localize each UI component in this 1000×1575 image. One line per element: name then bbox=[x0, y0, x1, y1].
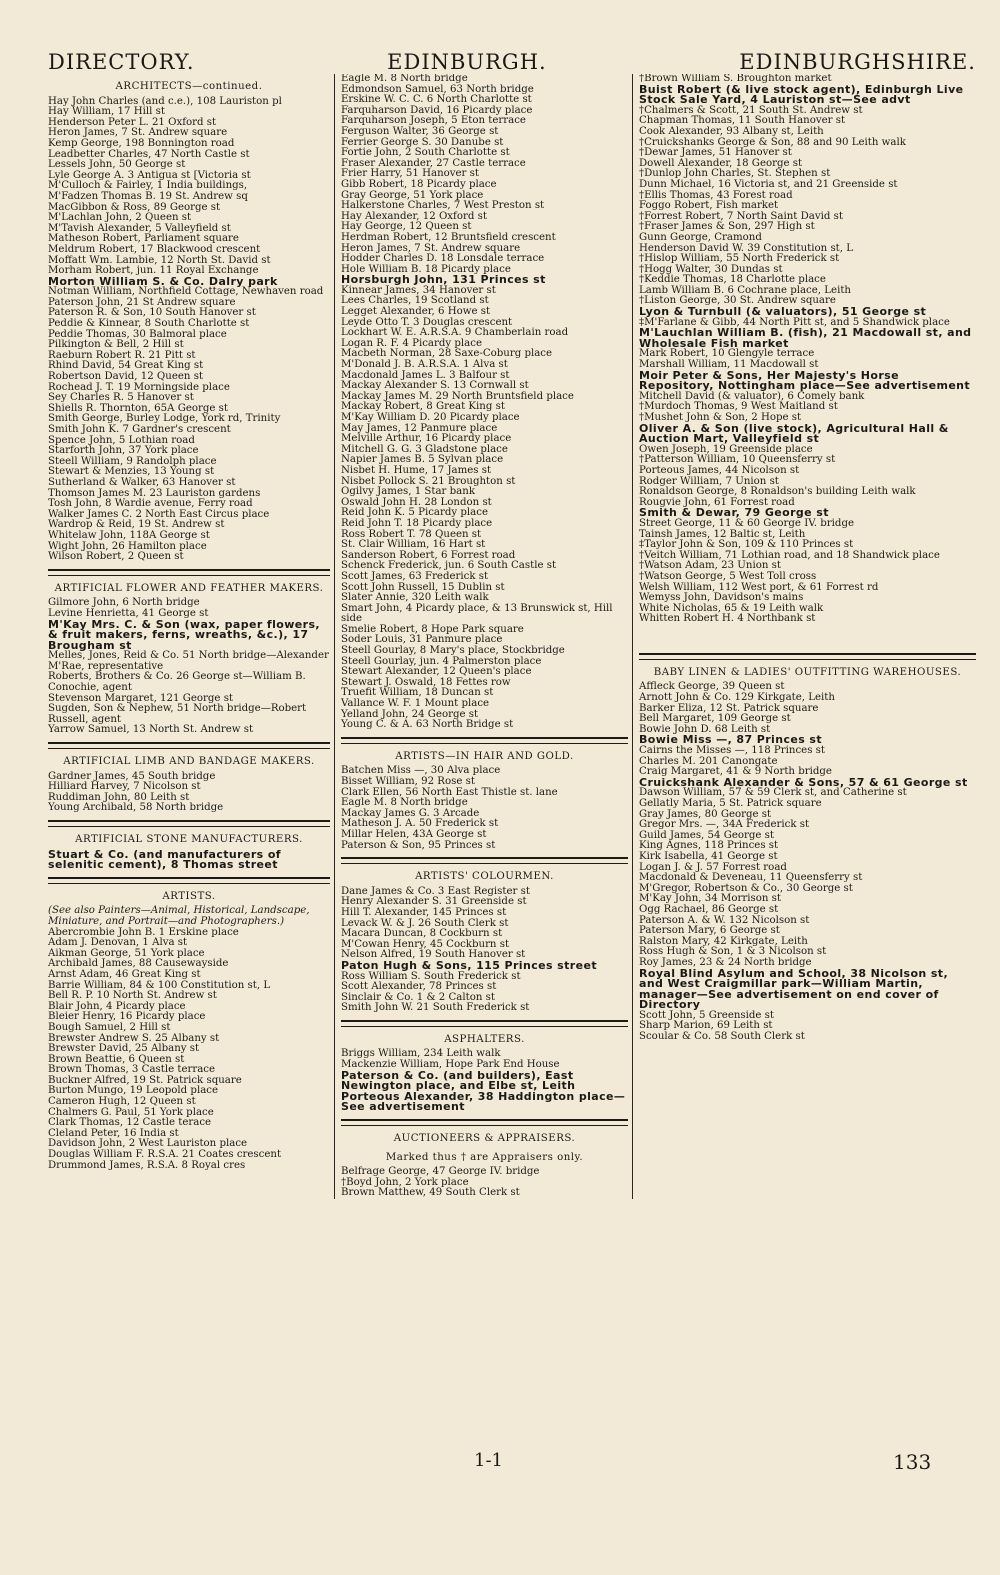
directory-entry: †Ellis Thomas, 43 Forest road bbox=[639, 189, 793, 201]
section-note: (See also Painters—Animal, Historical, Landscape, Miniature, and Portrait—and Photographers.) bbox=[48, 905, 310, 927]
directory-entry: Matheson Robert, Parliament square bbox=[48, 233, 239, 245]
directory-entry: Ruddiman John, 80 Leith st bbox=[48, 791, 190, 803]
section-heading: AUCTIONEERS & APPRAISERS. bbox=[393, 1133, 576, 1145]
directory-entry: Affleck George, 39 Queen st bbox=[639, 681, 785, 693]
directory-entry: Morham Robert, jun. 11 Royal Exchange bbox=[48, 265, 259, 277]
featured-entry: Smith & Dewar, 79 George st bbox=[639, 506, 829, 520]
directory-entry: Leadbetter Charles, 47 North Castle st bbox=[48, 148, 250, 160]
directory-entry: Barker Eliza, 12 St. Patrick square bbox=[639, 702, 819, 714]
directory-entry: Nisbet H. Hume, 17 James st bbox=[341, 464, 492, 476]
section-rule bbox=[48, 569, 330, 576]
directory-entry: Starforth John, 37 York place bbox=[48, 445, 199, 457]
directory-entry: Aikman George, 51 York place bbox=[48, 947, 205, 959]
directory-entry: Cairns the Misses —, 118 Princes st bbox=[639, 745, 826, 757]
directory-entry: Abercrombie John B. 1 Erskine place bbox=[48, 926, 239, 938]
featured-entry: M'Lauchlan William B. (fish), 21 Macdowall st, and Wholesale Fish market bbox=[639, 326, 972, 350]
directory-entry: Levine Henrietta, 41 George st bbox=[48, 607, 209, 619]
directory-entry: Hilliard Harvey, 7 Nicolson st bbox=[48, 781, 201, 793]
directory-entry: Mackenzie William, Hope Park End House bbox=[341, 1059, 560, 1071]
directory-entry: Steell William, 9 Randolph place bbox=[48, 455, 217, 467]
signature-mark: 1-1 bbox=[474, 1450, 503, 1471]
directory-entry: Kinnear James, 34 Hanover st bbox=[341, 284, 496, 296]
directory-entry: White Nicholas, 65 & 19 Leith walk bbox=[639, 602, 824, 614]
directory-entry: Paterson & Son, 95 Princes st bbox=[341, 839, 496, 851]
directory-entry: Porteous James, 44 Nicolson st bbox=[639, 464, 800, 476]
directory-entry: Gunn George, Cramond bbox=[639, 231, 762, 243]
directory-entry: Fortie John, 2 South Charlotte st bbox=[341, 147, 510, 159]
directory-entry: Bleier Henry, 16 Picardy place bbox=[48, 1011, 206, 1023]
directory-entry: †Dewar James, 51 Hanover st bbox=[639, 147, 792, 159]
directory-entry: Walker James C. 2 North East Circus place bbox=[48, 508, 270, 520]
directory-entry: Gray George, 51 York place bbox=[341, 189, 484, 201]
directory-entry: †Keddie Thomas, 18 Charlotte place bbox=[639, 274, 826, 286]
directory-entry: M'Donald J. B. A.R.S.A. 1 Alva st bbox=[341, 359, 508, 371]
directory-entry: Reid John T. 18 Picardy place bbox=[341, 517, 493, 529]
directory-entry: Yelland John, 24 George st bbox=[341, 708, 479, 720]
directory-entry: Tainsh James, 12 Baltic st, Leith bbox=[639, 528, 806, 540]
directory-entry: Scott James, 63 Frederick st bbox=[341, 570, 489, 582]
directory-entry: Oswald John H. 28 London st bbox=[341, 496, 492, 508]
columns bbox=[48, 74, 976, 1199]
header-edinburghshire: EDINBURGHSHIRE. bbox=[739, 50, 976, 74]
directory-entry: Roy James, 23 & 24 North bridge bbox=[639, 956, 812, 968]
directory-entry: Wilson Robert, 2 Queen st bbox=[48, 551, 184, 563]
directory-entry: Belfrage George, 47 George IV. bridge bbox=[341, 1166, 540, 1178]
section-rule bbox=[341, 857, 628, 864]
directory-entry: Rougvie John, 61 Forrest road bbox=[639, 496, 795, 508]
directory-entry: Meldrum Robert, 17 Blackwood crescent bbox=[48, 243, 261, 255]
directory-entry: Yarrow Samuel, 13 North St. Andrew st bbox=[48, 724, 254, 736]
directory-entry: Paterson R. & Son, 10 South Hanover st bbox=[48, 307, 256, 319]
directory-entry: Henry Alexander S. 31 Greenside st bbox=[341, 896, 527, 908]
directory-entry: Wardrop & Reid, 19 St. Andrew st bbox=[48, 519, 225, 531]
section-heading: BABY LINEN & LADIES' OUTFITTING WAREHOUSES. bbox=[653, 666, 962, 678]
directory-entry: Brown Beattie, 6 Queen st bbox=[48, 1053, 185, 1065]
featured-entry: Bowie Miss —, 87 Princes st bbox=[639, 733, 823, 747]
directory-entry: Henderson David W. 39 Constitution st, L bbox=[639, 242, 854, 254]
directory-entry: Reid John K. 5 Picardy place bbox=[341, 507, 488, 519]
section-rule bbox=[48, 877, 330, 884]
section-rule bbox=[341, 1020, 628, 1027]
directory-entry: Roberts, Brothers & Co. 26 George st—William B. Conochie, agent bbox=[48, 671, 306, 694]
directory-entry: Archibald James, 88 Causewayside bbox=[48, 958, 229, 970]
directory-entry: Hodder Charles D. 18 Lonsdale terrace bbox=[341, 253, 545, 265]
directory-entry: Eagle M. 8 North bridge bbox=[341, 74, 468, 84]
directory-entry: †Hislop William, 55 North Frederick st bbox=[639, 253, 840, 265]
directory-entry: Street George, 11 & 60 George IV. bridge bbox=[639, 517, 854, 529]
directory-entry: Mackay James M. 29 North Bruntsfield place bbox=[341, 390, 574, 402]
section-rule bbox=[48, 742, 330, 749]
directory-entry: †Dunlop John Charles, St. Stephen st bbox=[639, 168, 831, 180]
directory-entry: Ross Hugh & Son, 1 & 3 Nicolson st bbox=[639, 946, 827, 958]
directory-entry: Cleland Peter, 16 India st bbox=[48, 1127, 179, 1139]
directory-entry: Melles, Jones, Reid & Co. 51 North bridge—Alexander M'Rae, representative bbox=[48, 650, 329, 672]
directory-entry: Buckner Alfred, 19 St. Patrick square bbox=[48, 1074, 242, 1086]
directory-entry: MacGibbon & Ross, 89 George st bbox=[48, 201, 221, 213]
directory-entry: Peddie Thomas, 30 Balmoral place bbox=[48, 328, 227, 340]
directory-entry: Barrie William, 84 & 100 Constitution st, L bbox=[48, 979, 271, 991]
directory-entry: Paterson Mary, 6 George st bbox=[639, 925, 780, 937]
directory-entry: Ferguson Walter, 36 George st bbox=[341, 125, 499, 137]
directory-entry: †Watson George, 5 West Toll cross bbox=[639, 570, 817, 582]
section-rule bbox=[341, 1119, 628, 1126]
directory-entry: Farquharson Joseph, 5 Eton terrace bbox=[341, 115, 526, 127]
directory-entry: Wight John, 26 Hamilton place bbox=[48, 540, 207, 552]
directory-entry: Dunn Michael, 16 Victoria st, and 21 Greenside st bbox=[639, 178, 898, 190]
directory-entry: Stewart J. Oswald, 18 Fettes row bbox=[341, 676, 511, 688]
directory-entry: M'Cowan Henry, 45 Cockburn st bbox=[341, 938, 510, 950]
directory-entry: Kemp George, 198 Bonnington road bbox=[48, 137, 235, 149]
column-2 bbox=[335, 74, 633, 1199]
directory-entry: Millar Helen, 43A George st bbox=[341, 828, 487, 840]
directory-entry: Stevenson Margaret, 121 George st bbox=[48, 692, 234, 704]
directory-entry: M'Fadzen Thomas B. 19 St. Andrew sq bbox=[48, 190, 248, 202]
directory-entry: †Mushet John & Son, 2 Hope st bbox=[639, 412, 802, 423]
spacer bbox=[639, 625, 976, 647]
directory-entry: Hole William B. 18 Picardy place bbox=[341, 263, 511, 275]
section-rule bbox=[639, 653, 976, 660]
directory-entry: May James, 12 Panmure place bbox=[341, 422, 498, 434]
directory-entry: Lyle George A. 3 Antigua st [Victoria st bbox=[48, 169, 251, 181]
featured-entry: Buist Robert (& live stock agent), Edinburgh Live Stock Sale Yard, 4 Lauriston st—See advt bbox=[639, 82, 964, 107]
directory-entry: M'Tavish Alexander, 5 Valleyfield st bbox=[48, 222, 231, 234]
directory-entry: Briggs William, 234 Leith walk bbox=[341, 1048, 501, 1060]
directory-entry: Stewart Alexander, 12 Queen's place bbox=[341, 666, 532, 678]
directory-entry: Rodger William, 7 Union st bbox=[639, 475, 779, 487]
directory-entry: Mackay Robert, 8 Great King st bbox=[341, 401, 505, 413]
directory-entry: Macara Duncan, 8 Cockburn st bbox=[341, 928, 503, 940]
directory-entry: Scott John, 5 Greenside st bbox=[639, 1009, 775, 1021]
featured-entry: Oliver A. & Son (live stock), Agricultural Hall & Auction Mart, Valleyfield st bbox=[639, 421, 949, 446]
featured-entry: Porteous Alexander, 38 Haddington place—See advertisement bbox=[341, 1089, 626, 1114]
directory-entry: Gellatly Maria, 5 St. Patrick square bbox=[639, 798, 822, 809]
directory-entry: Lees Charles, 19 Scotland st bbox=[341, 295, 489, 307]
directory-entry: Bowie John D. 68 Leith st bbox=[639, 723, 771, 735]
section-heading: ASPHALTERS. bbox=[444, 1033, 525, 1045]
directory-entry: Arnott John & Co. 129 Kirkgate, Leith bbox=[639, 692, 835, 704]
directory-entry: Paterson John, 21 St Andrew square bbox=[48, 296, 236, 308]
directory-entry: Owen Joseph, 19 Greenside place bbox=[639, 443, 813, 455]
directory-entry: †Fraser James & Son, 297 High st bbox=[639, 221, 815, 233]
directory-entry: Young C. & A. 63 North Bridge st bbox=[341, 719, 514, 731]
directory-entry: Stewart & Menzies, 13 Young st bbox=[48, 466, 215, 478]
directory-entry: Slater Annie, 320 Leith walk bbox=[341, 592, 489, 604]
directory-entry: Thomson James M. 23 Lauriston gardens bbox=[48, 487, 261, 499]
directory-entry: M'Culloch & Fairley, 1 India buildings, bbox=[48, 180, 248, 192]
directory-entry: Cameron Hugh, 12 Queen st bbox=[48, 1096, 196, 1108]
directory-entry: Gray James, 80 George st bbox=[639, 808, 772, 820]
directory-entry: Paterson A. & W. 132 Nicolson st bbox=[639, 914, 810, 926]
directory-entry: Gardner James, 45 South bridge bbox=[48, 770, 216, 782]
directory-entry: †Cruickshanks George & Son, 88 and 90 Leith walk bbox=[639, 136, 906, 148]
directory-entry: Smith George, Burley Lodge, York rd, Trinity bbox=[48, 413, 281, 425]
directory-entry: Brown Matthew, 49 South Clerk st bbox=[341, 1187, 520, 1199]
header-directory: DIRECTORY. bbox=[48, 50, 195, 74]
directory-entry: Notman William, Northfield Cottage, Newhaven road bbox=[48, 286, 324, 298]
directory-entry: Adam J. Denovan, 1 Alva st bbox=[48, 937, 188, 949]
directory-entry: Tosh John, 8 Wardie avenue, Ferry road bbox=[48, 498, 253, 510]
directory-entry: †Forrest Robert, 7 North Saint David st bbox=[639, 210, 843, 222]
page-footer bbox=[0, 1450, 1000, 1480]
directory-entry: Fraser Alexander, 27 Castle terrace bbox=[341, 157, 526, 169]
section-rule bbox=[341, 737, 628, 744]
directory-entry: Blair John, 4 Picardy place bbox=[48, 1000, 186, 1012]
directory-entry: M'Gregor, Robertson & Co., 30 George st bbox=[639, 882, 853, 894]
directory-entry: Mark Robert, 10 Glengyle terrace bbox=[639, 348, 815, 360]
directory-entry: St. Clair William, 16 Hart st bbox=[341, 539, 486, 551]
directory-entry: Spence John, 5 Lothian road bbox=[48, 434, 195, 446]
directory-entry: Herdman Robert, 12 Bruntsfield crescent bbox=[341, 231, 556, 243]
directory-entry: Heron James, 7 St. Andrew square bbox=[341, 242, 521, 254]
directory-entry: Rhind David, 54 Great King st bbox=[48, 360, 204, 372]
section-heading: ARTISTS—IN HAIR AND GOLD. bbox=[395, 750, 574, 762]
directory-entry: Nelson Alfred, 19 South Hanover st bbox=[341, 949, 526, 961]
section-heading: ARTISTS. bbox=[162, 890, 216, 902]
section-heading: Marked thus † are Appraisers only. bbox=[385, 1151, 584, 1163]
directory-entry: Ross Robert T. 78 Queen st bbox=[341, 528, 482, 540]
directory-entry: Napier James B. 5 Sylvan place bbox=[341, 454, 504, 466]
directory-entry: Clark Thomas, 12 Castle terace bbox=[48, 1117, 212, 1129]
directory-entry: Henderson Peter L. 21 Oxford st bbox=[48, 116, 217, 128]
directory-entry: Sugden, Son & Nephew, 51 North bridge—Robert Russell, agent bbox=[48, 703, 307, 725]
directory-entry: Farquharson David, 16 Picardy place bbox=[341, 104, 533, 116]
directory-entry: Schenck Frederick, jun. 6 South Castle st bbox=[341, 560, 557, 572]
section-heading: ARTIFICIAL FLOWER AND FEATHER MAKERS. bbox=[54, 582, 324, 594]
directory-entry: Robertson David, 12 Queen st bbox=[48, 371, 204, 383]
header-edinburgh: EDINBURGH. bbox=[387, 50, 547, 74]
directory-entry: Soder Louis, 31 Panmure place bbox=[341, 634, 503, 646]
directory-entry: Shiells R. Thornton, 65A George st bbox=[48, 402, 228, 414]
directory-entry: Ogilvy James, 1 Star bank bbox=[341, 486, 475, 498]
directory-entry: Eagle M. 8 North bridge bbox=[341, 797, 468, 809]
directory-entry: Dane James & Co. 3 East Register st bbox=[341, 885, 530, 897]
directory-entry: Foggo Robert, Fish market bbox=[639, 200, 779, 212]
directory-entry: †Patterson William, 10 Queensferry st bbox=[639, 454, 836, 466]
directory-entry: Marshall William, 11 Macdowall st bbox=[639, 359, 819, 371]
directory-entry: Dawson William, 57 & 59 Clerk st, and Catherine st bbox=[639, 787, 907, 799]
directory-entry: Charles M. 201 Canongate bbox=[639, 755, 778, 767]
directory-entry: Ross William S. South Frederick st bbox=[341, 970, 521, 982]
directory-entry: Matheson J. A. 50 Frederick st bbox=[341, 818, 499, 830]
directory-entry: Sinclair & Co. 1 & 2 Calton st bbox=[341, 991, 495, 1003]
directory-entry: Levack W. & J. 26 South Clerk st bbox=[341, 917, 509, 929]
directory-entry: Mitchell David (& valuator), 6 Comely bank bbox=[639, 390, 865, 402]
directory-entry: Hay George, 12 Queen st bbox=[341, 221, 472, 233]
directory-entry: Hay Alexander, 12 Oxford st bbox=[341, 210, 487, 222]
directory-entry: Vallance W. F. 1 Mount place bbox=[341, 698, 490, 710]
directory-entry: Brown Thomas, 3 Castle terrace bbox=[48, 1064, 216, 1076]
directory-entry: Gilmore John, 6 North bridge bbox=[48, 597, 200, 609]
directory-entry: Hay William, 17 Hill st bbox=[48, 106, 165, 118]
directory-entry: Leyde Otto T. 3 Douglas crescent bbox=[341, 316, 513, 328]
directory-entry: †Chalmers & Scott, 21 South St. Andrew st bbox=[639, 104, 863, 116]
directory-entry: Rochead J. T. 19 Morningside place bbox=[48, 381, 230, 393]
directory-entry: Guild James, 54 George st bbox=[639, 829, 775, 841]
directory-entry: Macbeth Norman, 28 Saxe-Coburg place bbox=[341, 348, 553, 360]
section-rule bbox=[48, 820, 330, 827]
directory-entry: Ralston Mary, 42 Kirkgate, Leith bbox=[639, 935, 808, 947]
directory-entry: Sanderson Robert, 6 Forrest road bbox=[341, 549, 516, 561]
directory-entry: †Watson Adam, 23 Union st bbox=[639, 560, 781, 572]
directory-entry: ‡Taylor John & Son, 109 & 110 Princes st bbox=[639, 539, 854, 551]
directory-entry: Logan J. & J. 57 Forrest road bbox=[639, 861, 787, 873]
directory-entry: Kirk Isabella, 41 George st bbox=[639, 850, 778, 862]
featured-entry: Lyon & Turnbull (& valuators), 51 George st bbox=[639, 305, 927, 319]
featured-entry: Stuart & Co. (and manufacturers of selenitic cement), 8 Thomas street bbox=[48, 847, 281, 872]
directory-entry: Nisbet Pollock S. 21 Broughton st bbox=[341, 475, 516, 487]
directory-entry: Bisset William, 92 Rose st bbox=[341, 776, 475, 787]
directory-entry: Moffatt Wm. Lambie, 12 North St. David st bbox=[48, 254, 271, 266]
directory-entry: Macdonald James L. 3 Balfour st bbox=[341, 369, 510, 381]
directory-entry: Hill T. Alexander, 145 Princes st bbox=[341, 906, 507, 918]
directory-entry: Smith John W. 21 South Frederick st bbox=[341, 1002, 530, 1014]
directory-entry: Smart John, 4 Picardy place, & 13 Brunswick st, Hill side bbox=[341, 602, 613, 625]
directory-entry: Melville Arthur, 16 Picardy place bbox=[341, 433, 512, 445]
directory-entry: Legget Alexander, 6 Howe st bbox=[341, 306, 491, 318]
section-heading: ARCHITECTS—continued. bbox=[115, 81, 263, 92]
section-heading: ARTIFICIAL STONE MANUFACTURERS. bbox=[75, 834, 303, 845]
directory-entry: Ronaldson George, 8 Ronaldson's building Leith walk bbox=[639, 486, 916, 498]
directory-entry: Lamb William B. 6 Cochrane place, Leith bbox=[639, 284, 851, 296]
directory-entry: Bell Margaret, 109 George st bbox=[639, 713, 791, 725]
directory-entry: Sutherland & Walker, 63 Hanover st bbox=[48, 476, 236, 488]
directory-entry: Bough Samuel, 2 Hill st bbox=[48, 1021, 171, 1033]
directory-entry: Welsh William, 112 West port, & 61 Forrest rd bbox=[639, 581, 879, 593]
directory-entry: Hay John Charles (and c.e.), 108 Lauriston pl bbox=[48, 95, 282, 107]
directory-entry: Gregor Mrs. —, 34A Frederick st bbox=[639, 819, 810, 831]
featured-entry: M'Kay Mrs. C. & Son (wax, paper flowers, & fruit makers, ferns, wreaths, &c.), 17 Brougham st bbox=[48, 617, 320, 652]
directory-entry: Brewster David, 25 Albany st bbox=[48, 1043, 200, 1055]
directory-entry: Peddie & Kinnear, 8 South Charlotte st bbox=[48, 318, 250, 330]
directory-entry: Clark Ellen, 56 North East Thistle st. lane bbox=[341, 786, 558, 798]
directory-entry: Logan R. F. 4 Picardy place bbox=[341, 337, 482, 349]
directory-entry: †Boyd John, 2 York place bbox=[341, 1176, 469, 1188]
column-3 bbox=[633, 74, 976, 1199]
featured-entry: Paton Hugh & Sons, 115 Princes street bbox=[341, 958, 597, 972]
directory-entry: Burton Mungo, 19 Leopold place bbox=[48, 1085, 219, 1097]
directory-entry: Cook Alexander, 93 Albany st, Leith bbox=[639, 125, 824, 137]
directory-entry: Ogg Rachael, 86 George st bbox=[639, 903, 779, 915]
running-header bbox=[48, 50, 976, 74]
directory-entry: †Veitch William, 71 Lothian road, and 18 Shandwick place bbox=[639, 549, 940, 561]
directory-entry: Brewster Andrew S. 25 Albany st bbox=[48, 1032, 220, 1044]
directory-entry: Batchen Miss —, 30 Alva place bbox=[341, 765, 501, 777]
directory-entry: Macdonald & Deveneau, 11 Queensferry st bbox=[639, 872, 863, 884]
directory-entry: Erskine W. C. C. 6 North Charlotte st bbox=[341, 94, 532, 106]
directory-entry: Davidson John, 2 West Lauriston place bbox=[48, 1138, 248, 1150]
directory-entry: Raeburn Robert R. 21 Pitt st bbox=[48, 349, 196, 361]
directory-entry: †Liston George, 30 St. Andrew square bbox=[639, 295, 836, 307]
directory-entry: Frier Harry, 51 Hanover st bbox=[341, 168, 479, 180]
featured-entry: Moir Peter & Sons, Her Majesty's Horse Repository, Nottingham place—See advertisement bbox=[639, 368, 971, 393]
directory-entry: Chalmers G. Paul, 51 York place bbox=[48, 1106, 214, 1118]
featured-entry: Morton William S. & Co. Dalry park bbox=[48, 274, 278, 288]
directory-entry: Whitelaw John, 118A George st bbox=[48, 529, 210, 541]
directory-entry: Lessels John, 50 George st bbox=[48, 159, 186, 171]
directory-entry: †Brown William S. Broughton market bbox=[639, 74, 832, 84]
section-heading: ARTIFICIAL LIMB AND BANDAGE MAKERS. bbox=[63, 756, 315, 768]
directory-entry: Heron James, 7 St. Andrew square bbox=[48, 127, 228, 139]
directory-entry: Edmondson Samuel, 63 North bridge bbox=[341, 83, 534, 95]
directory-entry: M'Kay William D. 20 Picardy place bbox=[341, 412, 520, 423]
directory-entry: Whitten Robert H. 4 Northbank st bbox=[639, 613, 816, 625]
directory-entry: Scott John Russell, 15 Dublin st bbox=[341, 581, 505, 593]
directory-entry: Smelie Robert, 8 Hope Park square bbox=[341, 623, 524, 635]
directory-entry: Chapman Thomas, 11 South Hanover st bbox=[639, 115, 846, 127]
directory-entry: Arnst Adam, 46 Great King st bbox=[48, 968, 201, 980]
directory-entry: M'Kay John, 34 Morrison st bbox=[639, 893, 781, 905]
directory-entry: Pilkington & Bell, 2 Hill st bbox=[48, 339, 184, 351]
directory-entry: Steell Gourlay, jun. 4 Palmerston place bbox=[341, 655, 542, 667]
directory-entry: Wemyss John, Davidson's mains bbox=[639, 592, 804, 604]
directory-entry: Halkerstone Charles, 7 West Preston st bbox=[341, 200, 545, 212]
directory-entry: Drummond James, R.S.A. 8 Royal cres bbox=[48, 1159, 246, 1171]
directory-entry: Dowell Alexander, 18 George st bbox=[639, 157, 803, 169]
directory-entry: Douglas William F. R.S.A. 21 Coates crescent bbox=[48, 1149, 282, 1161]
directory-entry: Sharp Marion, 69 Leith st bbox=[639, 1020, 773, 1032]
directory-entry: Mackay James G. 3 Arcade bbox=[341, 807, 480, 819]
directory-entry: King Agnes, 118 Princes st bbox=[639, 840, 779, 852]
directory-entry: Mackay Alexander S. 13 Cornwall st bbox=[341, 380, 529, 392]
featured-entry: Paterson & Co. (and builders), East Newington place, and Elbe st, Leith bbox=[341, 1068, 576, 1093]
directory-entry: Scott Alexander, 78 Princes st bbox=[341, 981, 497, 993]
directory-entry: Steell Gourlay, 8 Mary's place, Stockbridge bbox=[341, 645, 565, 657]
directory-entry: Craig Margaret, 41 & 9 North bridge bbox=[639, 766, 832, 778]
directory-entry: Gibb Robert, 18 Picardy place bbox=[341, 178, 497, 190]
column-1 bbox=[48, 74, 335, 1199]
directory-entry: Truefit William, 18 Duncan st bbox=[341, 687, 494, 699]
directory-entry: Lockhart W. E. A.R.S.A. 9 Chamberlain road bbox=[341, 327, 569, 339]
directory-entry: ‡M'Farlane & Gibb, 44 North Pitt st, and 5 Shandwick place bbox=[639, 316, 950, 328]
featured-entry: Horsburgh John, 131 Princes st bbox=[341, 273, 546, 287]
directory-entry: Ferrier George S. 30 Danube st bbox=[341, 136, 504, 148]
directory-entry: Bell R. P. 10 North St. Andrew st bbox=[48, 990, 217, 1002]
featured-entry: Cruickshank Alexander & Sons, 57 & 61 George st bbox=[639, 775, 968, 789]
directory-entry: Smith John K. 7 Gardner's crescent bbox=[48, 424, 231, 435]
directory-entry: Scoular & Co. 58 South Clerk st bbox=[639, 1031, 805, 1043]
directory-entry: Mitchell G. G. 3 Gladstone place bbox=[341, 443, 508, 455]
page-number: 133 bbox=[893, 1450, 932, 1474]
directory-entry: †Murdoch Thomas, 9 West Maitland st bbox=[639, 401, 838, 413]
directory-entry: M'Lachlan John, 2 Queen st bbox=[48, 212, 192, 224]
directory-entry: Young Archibald, 58 North bridge bbox=[48, 802, 224, 814]
directory-entry: Sey Charles R. 5 Hanover st bbox=[48, 392, 194, 404]
featured-entry: Royal Blind Asylum and School, 38 Nicolson st, and West Craigmillar park—William Martin, manager—See advertisement on end cover of Directory bbox=[639, 966, 949, 1012]
section-heading: ARTISTS' COLOURMEN. bbox=[415, 871, 554, 883]
directory-entry: †Hogg Walter, 30 Dundas st bbox=[639, 263, 783, 275]
